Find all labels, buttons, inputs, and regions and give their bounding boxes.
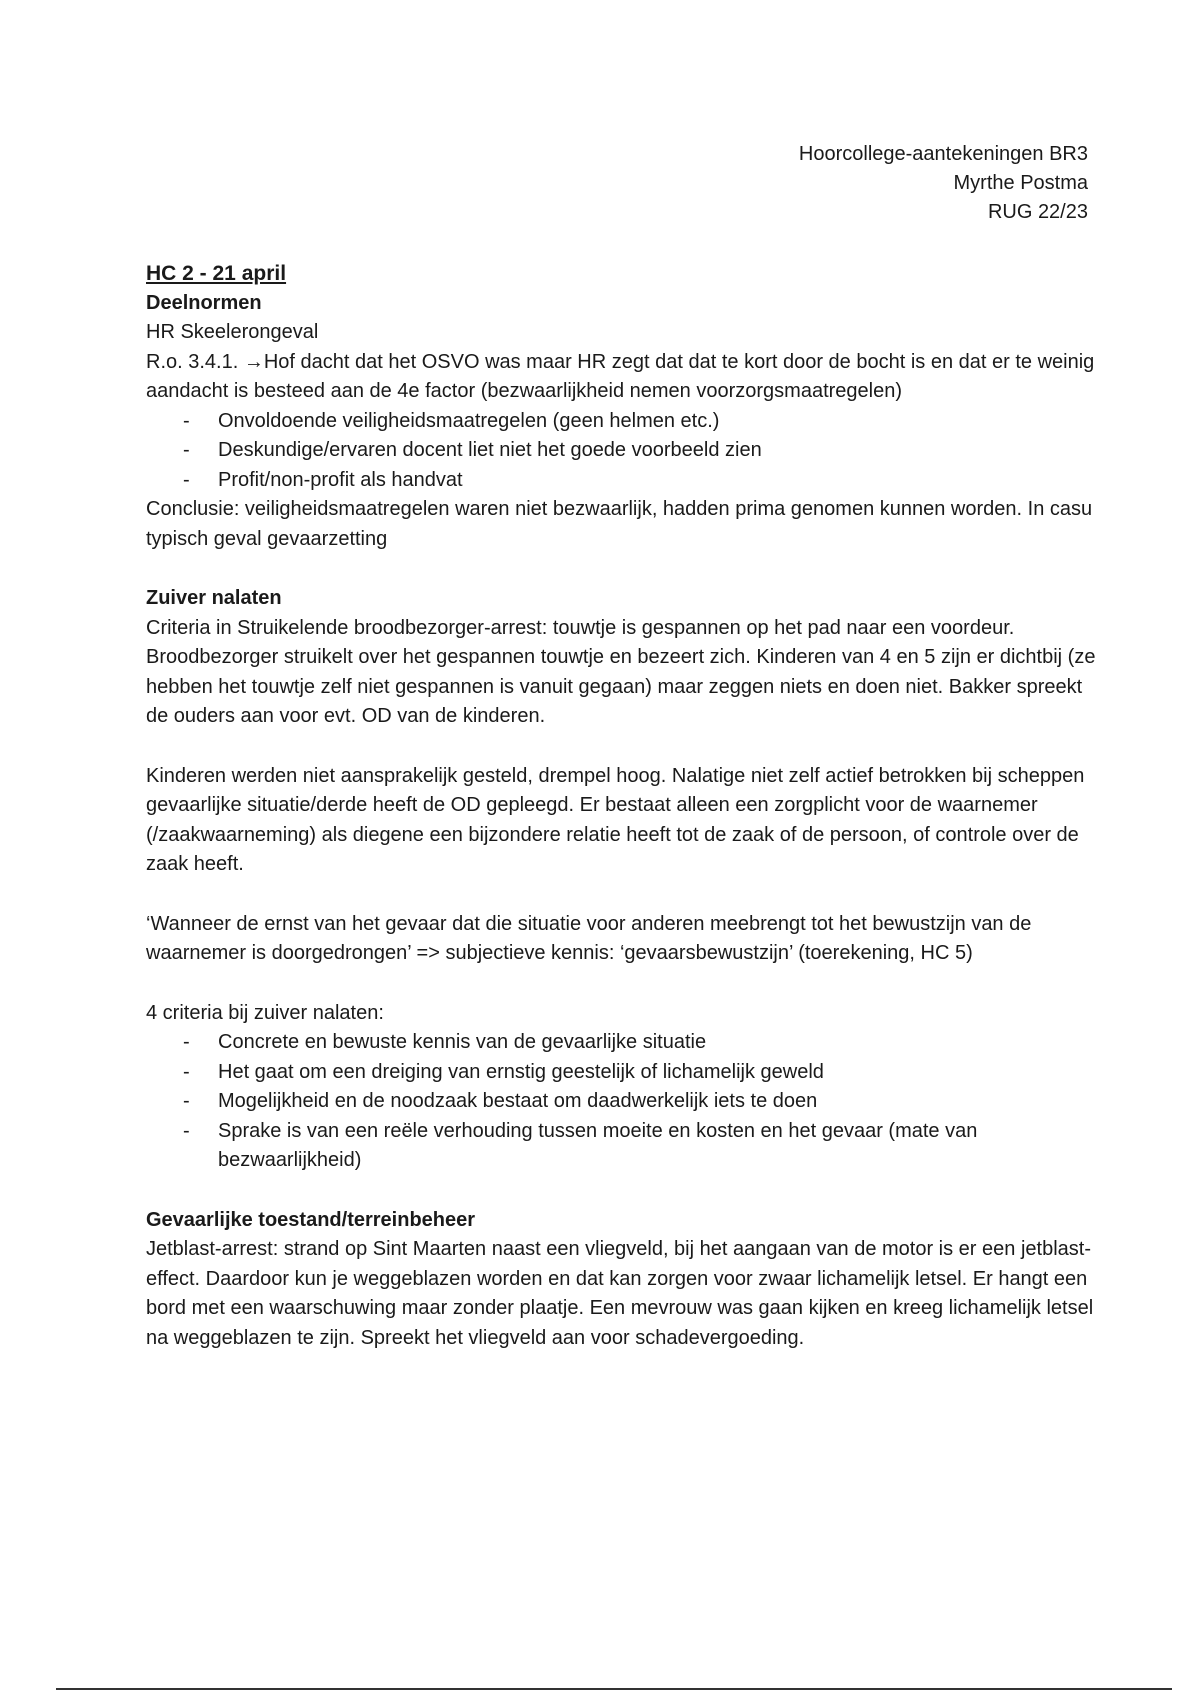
list-item: - Sprake is van een reële verhouding tussen moeite en kosten en het gevaar (mate van bezwaarlijkheid) xyxy=(218,1117,1096,1176)
conclusion-paragraph: Conclusie: veiligheidsmaatregelen waren niet bezwaarlijk, hadden prima genomen kunnen worden. In casu typisch geval gevaarzetting xyxy=(146,498,1093,550)
course-label: RUG 22/23 xyxy=(987,201,1088,223)
list-item: - Mogelijkheid en de noodzaak bestaat om daadwerkelijk iets te doen xyxy=(218,1087,1096,1117)
paragraph: Jetblast-arrest: strand op Sint Maarten naast een vliegveld, bij het aangaan van de motor is er een jetblast-effect. Daardoor kun je weggeblazen worden en dat kan zorgen voor zwaar lichamelijk letsel. Er hangt een bord met een waarschuwing maar zonder plaatje. Een mevrouw was gaan kijken en kreeg lichamelijk letsel na weggeblazen te zijn. Spreekt het vliegveld aan voor schadevergoeding. xyxy=(146,1238,1094,1349)
lecture-title: HC 2 - 21 april xyxy=(146,262,287,285)
list-item: - Concrete en bewuste kennis van de gevaarlijke situatie xyxy=(218,1028,1096,1058)
spacer xyxy=(146,1176,1096,1206)
document-header xyxy=(799,140,1088,227)
document-body xyxy=(146,259,1096,1353)
criteria-intro: 4 criteria bij zuiver nalaten: xyxy=(146,1001,384,1024)
section-heading-deelnormen: Deelnormen xyxy=(146,291,262,314)
quote-paragraph: ‘Wanneer de ernst van het gevaar dat die situatie voor anderen meebrengt tot het bewustzijn van de waarnemer is doorgedrongen’ => subjectieve kennis: ‘gevaarsbewustzijn’ (toerekening, HC 5) xyxy=(146,912,1032,964)
case-title-skeelerongeval: HR Skeelerongeval xyxy=(146,321,319,343)
paragraph: Criteria in Struikelende broodbezorger-arrest: touwtje is gespannen op het pad naar een voordeur. Broodbezorger struikelt over het gespannen touwtje en bezeert zich. Kinderen van 4 en 5 zijn er dichtbij (ze hebben het touwtje zelf niet gespannen is vanuit gegaan) maar zeggen niets en doen niet. Bakker spreekt de ouders aan voor evt. OD van de kinderen. xyxy=(146,616,1096,727)
spacer xyxy=(146,880,1096,910)
section-heading-zuiver-nalaten: Zuiver nalaten xyxy=(146,587,282,609)
page-divider xyxy=(56,1688,1172,1690)
bullet-list-deelnormen xyxy=(146,407,1096,496)
list-item: - Onvoldoende veiligheidsmaatregelen (geen helmen etc.) xyxy=(218,407,1096,437)
spacer xyxy=(146,732,1096,762)
document-title: Hoorcollege-aantekeningen BR3 xyxy=(798,143,1088,165)
criteria-list xyxy=(146,1028,1096,1176)
author-name: Myrthe Postma xyxy=(953,172,1088,194)
paragraph: R.o. 3.4.1. →Hof dacht dat het OSVO was maar HR zegt dat dat te kort door de bocht is en dat er te weinig aandacht is besteed aan de 4e factor (bezwaarlijkheid nemen voorzorgsmaatregelen) xyxy=(146,350,1095,402)
spacer xyxy=(146,969,1096,999)
list-item: - Deskundige/ervaren docent liet niet het goede voorbeeld zien xyxy=(218,436,1096,466)
section-heading-gevaarlijke-toestand: Gevaarlijke toestand/terreinbeheer xyxy=(146,1208,476,1231)
paragraph: Kinderen werden niet aansprakelijk gesteld, drempel hoog. Nalatige niet zelf actief betrokken bij scheppen gevaarlijke situatie/derde heeft de OD gepleegd. Er bestaat alleen een zorgplicht voor de waarnemer (/zaakwaarneming) als diegene een bijzondere relatie heeft tot de zaak of de persoon, of controle over de zaak heeft. xyxy=(146,764,1085,875)
list-item: - Profit/non-profit als handvat xyxy=(218,466,1096,496)
spacer xyxy=(146,554,1096,584)
list-item: - Het gaat om een dreiging van ernstig geestelijk of lichamelijk geweld xyxy=(218,1058,1096,1088)
